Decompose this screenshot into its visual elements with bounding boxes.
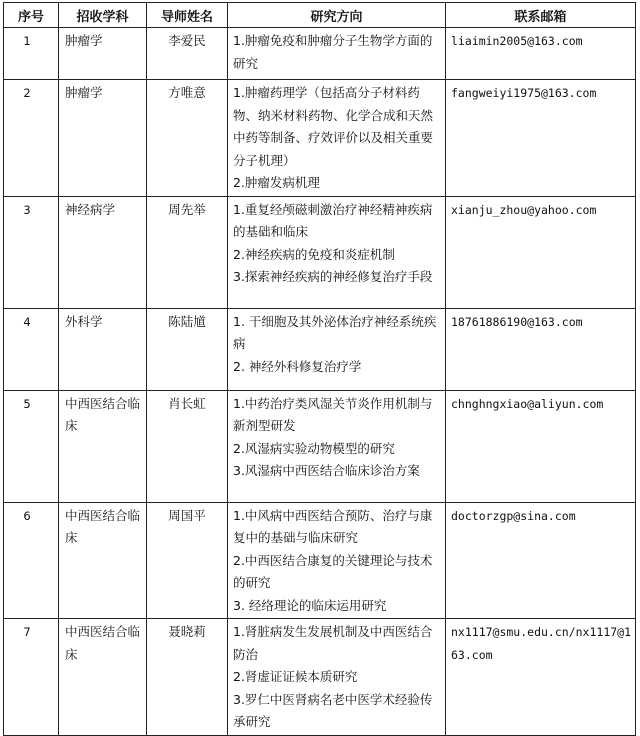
row-tutor: 李爱民: [147, 28, 228, 80]
table-row: [4, 619, 636, 736]
row-subject: 神经病学: [59, 196, 147, 308]
table-row: [4, 80, 636, 197]
table-row: [4, 196, 636, 308]
research-direction-item: 2.肾虚证证候本质研究: [233, 669, 358, 684]
header-number: 序号: [4, 3, 59, 28]
row-number: 7: [4, 619, 59, 736]
row-tutor: 聂晓莉: [147, 619, 228, 736]
row-research-directions: [228, 619, 446, 736]
row-subject: 肿瘤学: [59, 80, 147, 197]
research-direction-item: 1.中药治疗类风湿关节炎作用机制与新剂型研发: [233, 395, 433, 433]
row-subject: 中西医结合临床: [59, 619, 147, 736]
research-direction-item: 1. 干细胞及其外泌体治疗神经系统疾病: [233, 313, 437, 351]
row-email: doctorzgp@sina.com: [446, 502, 636, 619]
research-direction-item: 1.中风病中西医结合预防、治疗与康复中的基础与临床研究: [233, 507, 433, 545]
research-direction-item: 2.中西医结合康复的关键理论与技术的研究: [233, 552, 433, 590]
row-email: 18761886190@163.com: [446, 308, 636, 390]
row-research-directions: [228, 196, 446, 308]
research-direction-item: 1.肾脏病发生发展机制及中西医结合防治: [233, 624, 433, 662]
row-number: 4: [4, 308, 59, 390]
row-email: nx1117@smu.edu.cn/nx1117@163.com: [446, 619, 636, 736]
research-direction-item: 3.探索神经疾病的神经修复治疗手段: [233, 269, 433, 284]
row-tutor: 陈陆馗: [147, 308, 228, 390]
header-tutor: 导师姓名: [147, 3, 228, 28]
research-direction-item: 3. 经络理论的临床运用研究: [233, 597, 387, 613]
research-direction-item: 2.神经疾病的免疫和炎症机制: [233, 246, 395, 262]
table-row: [4, 28, 636, 80]
row-tutor: 肖长虹: [147, 390, 228, 502]
header-research-direction: 研究方向: [228, 3, 446, 28]
row-number: 6: [4, 502, 59, 619]
row-subject: 外科学: [59, 308, 147, 390]
research-direction-item: 3.风湿病中西医结合临床诊治方案: [233, 463, 420, 478]
table-row: [4, 502, 636, 619]
header-subject: 招收学科: [59, 3, 147, 28]
row-research-directions: [228, 390, 446, 502]
research-direction-item: 1.肿瘤药理学（包括高分子材料药物、纳米材料药物、化学合成和天然中药等制备、疗效评价以及相关重要分子机理）: [233, 85, 434, 168]
row-email: liaimin2005@163.com: [446, 28, 636, 80]
row-number: 1: [4, 28, 59, 80]
recruitment-table: [3, 2, 636, 736]
row-research-directions: [228, 28, 446, 80]
row-tutor: 方唯意: [147, 80, 228, 197]
research-direction-item: 2.肿瘤发病机理: [233, 175, 320, 190]
row-email: chnghngxiao@aliyun.com: [446, 390, 636, 502]
row-research-directions: [228, 502, 446, 619]
research-direction-item: 1.重复经颅磁刺激治疗神经精神疾病的基础和临床: [233, 201, 433, 239]
row-email: xianju_zhou@yahoo.com: [446, 196, 636, 308]
table-row: [4, 308, 636, 390]
header-email: 联系邮箱: [446, 3, 636, 28]
table-row: [4, 390, 636, 502]
research-direction-item: 3.罗仁中医肾病名老中医学术经验传承研究: [233, 691, 433, 729]
row-subject: 肿瘤学: [59, 28, 147, 80]
row-number: 3: [4, 196, 59, 308]
row-tutor: 周先举: [147, 196, 228, 308]
row-research-directions: [228, 80, 446, 197]
row-subject: 中西医结合临床: [59, 502, 147, 619]
row-research-directions: [228, 308, 446, 390]
row-number: 2: [4, 80, 59, 197]
row-subject: 中西医结合临床: [59, 390, 147, 502]
row-number: 5: [4, 390, 59, 502]
table-header-row: [4, 3, 636, 28]
research-direction-item: 2. 神经外科修复治疗学: [233, 358, 362, 374]
research-direction-item: 2.风湿病实验动物模型的研究: [233, 440, 395, 456]
row-email: fangweiyi1975@163.com: [446, 80, 636, 197]
row-tutor: 周国平: [147, 502, 228, 619]
research-direction-item: 1.肿瘤免疫和肿瘤分子生物学方面的研究: [233, 33, 433, 71]
